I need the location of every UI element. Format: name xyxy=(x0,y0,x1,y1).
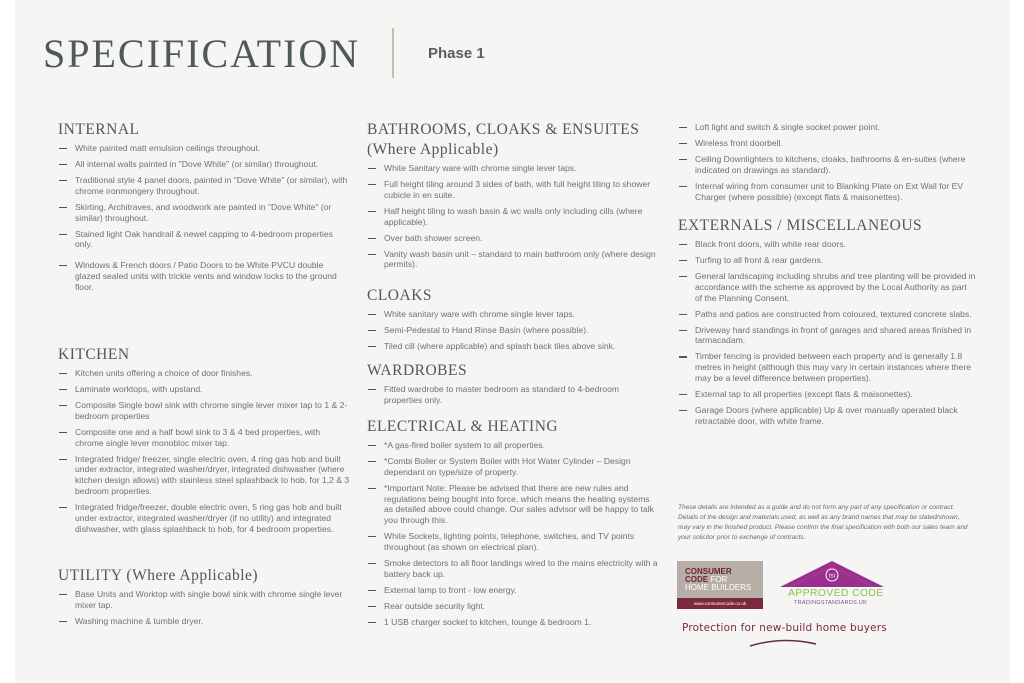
list-item: Fitted wardrobe to master bedroom as standard to 4-bedroom properties only. xyxy=(367,384,659,406)
tsi-approved-code-logo xyxy=(780,560,885,610)
swoosh-icon xyxy=(748,638,818,648)
tsi-badge-text: tsi xyxy=(829,573,835,580)
list-item: Timber fencing is provided between each property and is generally 1.8 metres in height (although this may vary in certain instances where there may be a level difference between properties). xyxy=(678,351,976,383)
section-cloaks xyxy=(367,286,659,357)
list-item: External lamp to front - low energy. xyxy=(367,585,659,596)
list-item: Kitchen units offering a choice of door finishes. xyxy=(58,368,350,379)
section-heading: EXTERNALS / MISCELLANEOUS xyxy=(678,217,923,234)
list-item: *Important Note: Please be advised that there are new rules and regulations being bought into force, which means the heating systems as detailed above could change. Our sales advisor will be happy to talk you through this. xyxy=(367,483,659,526)
section-heading: WARDROBES xyxy=(367,362,468,379)
list-item: *Combi Boiler or System Boiler with Hot Water Cylinder – Design dependant on type/size of property. xyxy=(367,456,659,478)
section-kitchen xyxy=(58,345,350,539)
list-item: Loft light and switch & single socket power point. xyxy=(678,122,976,133)
title-divider xyxy=(392,28,394,78)
logo-text-code: CODE xyxy=(685,575,709,584)
list-item: Windows & French doors / Patio Doors to be White PVCU double glazed sealed units with trickle vents and window locks to the ground floor. xyxy=(58,260,350,292)
section-electrical xyxy=(367,417,659,633)
section-heading: BATHROOMS, CLOAKS & ENSUITES xyxy=(367,121,640,138)
page-title: SPECIFICATION xyxy=(43,31,361,76)
section-electrical-continued xyxy=(678,122,976,208)
list-item: Smoke detectors to all floor landings wired to the mains electricity with a battery back up. xyxy=(367,558,659,580)
externals-list xyxy=(678,239,976,426)
disclaimer-text: These details are intended as a guide and do not form any part of any specification or contract. Details of the design and materials used, as well as any brand names that may be stated/shown, may vary in the finished product. Please confirm the final specification with both our sales team and your solicitor prior to exchange of contracts. xyxy=(678,504,968,541)
wardrobes-list xyxy=(367,384,659,406)
section-internal xyxy=(58,120,350,298)
list-item: Garage Doors (where applicable) Up & over manually operated black retractable door, with white frame. xyxy=(678,405,976,427)
list-item: 1 USB charger socket to kitchen, lounge & bedroom 1. xyxy=(367,617,659,628)
list-item: Ceiling Downlighters to kitchens, cloaks, bathrooms & en-suites (where indicated on drawings as standard). xyxy=(678,154,976,176)
list-item: Integrated fridge/ freezer, single electric oven, 4 ring gas hob and built under extractor, integrated washer/dryer, integrated dishwasher (where kitchen design allows) with stainless steel splashback to hob, for 1,2 & 3 bedroom properties. xyxy=(58,454,350,497)
list-item: Skirting, Architraves, and woodwork are painted in "Dove White" (or similar) throughout. xyxy=(58,202,350,224)
list-item: Wireless front doorbell. xyxy=(678,138,976,149)
list-item: Base Units and Worktop with single bowl sink with chrome single lever mixer tap. xyxy=(58,589,350,611)
cloaks-list xyxy=(367,309,659,352)
list-item: Half height tiling to wash basin & wc walls only including cills (where applicable). xyxy=(367,206,659,228)
list-item: White Sanitary ware with chrome single lever taps. xyxy=(367,163,659,174)
list-item: Turfing to all front & rear gardens. xyxy=(678,255,976,266)
internal-list xyxy=(58,143,350,293)
electrical-list xyxy=(367,440,659,627)
logo-url: www.consumercode.co.uk xyxy=(677,598,763,609)
section-heading: UTILITY (Where Applicable) xyxy=(58,567,259,584)
list-item: Full height tiling around 3 sides of bath, with full height tiling to shower cubicle in en suite. xyxy=(367,179,659,201)
roof-icon xyxy=(780,560,885,588)
bathrooms-list xyxy=(367,163,659,270)
list-item: Integrated fridge/freezer, double electric oven, 5 ring gas hob and built under extractor, integrated washer/dryer (if no utility) and integrated dishwasher, with glass splashback to hob, for 4 bedroom properties. xyxy=(58,502,350,534)
utility-list xyxy=(58,589,350,627)
list-item: External tap to all properties (except flats & maisonettes). xyxy=(678,389,976,400)
section-utility xyxy=(58,566,350,632)
list-item: Internal wiring from consumer unit to Blanking Plate on Ext Wall for EV Charger (where possible) (except flats & maisonettes). xyxy=(678,181,976,203)
section-heading: KITCHEN xyxy=(58,346,130,363)
logo-text-for: FOR xyxy=(708,575,728,584)
consumer-code-logo xyxy=(677,561,763,609)
logo-text: CONSUMER xyxy=(685,567,732,576)
list-item: Paths and patios are constructed from coloured, textured concrete slabs. xyxy=(678,309,976,320)
tagline: Protection for new-build home buyers xyxy=(682,622,887,634)
list-item: Semi-Pedestal to Hand Rinse Basin (where possible). xyxy=(367,325,659,336)
kitchen-list xyxy=(58,368,350,534)
section-heading: ELECTRICAL & HEATING xyxy=(367,418,559,435)
list-item: Composite one and a half bowl sink to 3 & 4 bed properties, with chrome single lever monobloc mixer tap. xyxy=(58,427,350,449)
list-item: Vanity wash basin unit – standard to main bathroom only (where design permits). xyxy=(367,249,659,271)
section-heading: CLOAKS xyxy=(367,287,433,304)
logo-text: HOME BUILDERS xyxy=(685,583,752,592)
list-item: Composite Single bowl sink with chrome single lever mixer tap to 1 & 2-bedroom properties xyxy=(58,400,350,422)
list-item: Stained light Oak handrail & newel capping to 4-bedroom properties only. xyxy=(58,229,350,251)
list-item: Laminate worktops, with upstand. xyxy=(58,384,350,395)
list-item: *A gas-fired boiler system to all properties. xyxy=(367,440,659,451)
list-item: Driveway hard standings in front of garages and shared areas finished in tarmacadam. xyxy=(678,325,976,347)
list-item: Black front doors, with white rear doors. xyxy=(678,239,976,250)
section-wardrobes xyxy=(367,361,659,411)
list-item: Rear outside security light. xyxy=(367,601,659,612)
phase-label: Phase 1 xyxy=(428,45,485,62)
list-item: Over bath shower screen. xyxy=(367,233,659,244)
list-item: White Sockets, lighting points, telephone, switches, and TV points throughout (as shown on electrical plan). xyxy=(367,531,659,553)
list-item: Traditional style 4 panel doors, painted in "Dove White" (or similar), with chrome ironmongery throughout. xyxy=(58,175,350,197)
list-item: Washing machine & tumble dryer. xyxy=(58,616,350,627)
list-item: All internal walls painted in "Dove White" (or similar) throughout. xyxy=(58,159,350,170)
list-item: White painted matt emulsion ceilings throughout. xyxy=(58,143,350,154)
list-item: Tiled cill (where applicable) and splash back tiles above sink. xyxy=(367,341,659,352)
electrical-cont-list xyxy=(678,122,976,202)
section-heading: INTERNAL xyxy=(58,121,140,138)
section-bathrooms xyxy=(367,120,659,275)
section-externals xyxy=(678,216,976,432)
trading-standards-text: TRADINGSTANDARDS.UK xyxy=(794,600,868,606)
section-subheading: (Where Applicable) xyxy=(367,141,499,158)
approved-code-text: APPROVED CODE xyxy=(788,587,884,599)
list-item: General landscaping including shrubs and tree planting will be provided in accordance with the scheme as approved by the Local Authority as part of the Planning Consent. xyxy=(678,271,976,303)
list-item: White sanitary ware with chrome single lever taps. xyxy=(367,309,659,320)
